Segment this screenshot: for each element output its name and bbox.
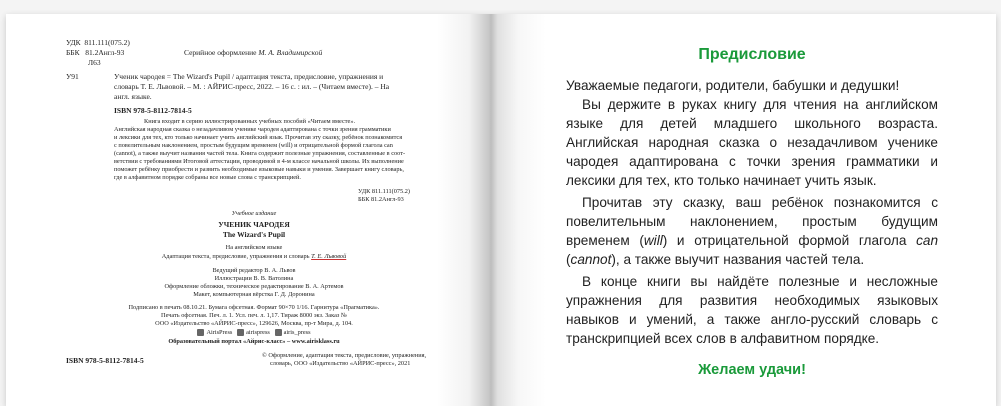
social-links — [114, 329, 394, 337]
preface-paragraph-1: Вы держите в руках книгу для чтения на английском языке для детей младшего школьного возраста. Английская народная сказка о незадачливом ученике чародея адаптирована с точки зрения грамматики и лексики для тех, кто только начинает учить язык. — [566, 97, 938, 188]
book-gutter-shadow — [436, 14, 546, 406]
edition-type: Учебное издание — [231, 210, 277, 217]
isbn-top: ISBN 978-5-8112-7814-5 — [114, 106, 192, 115]
series-design — [184, 48, 322, 57]
annotation-line-2: и лексики для тех, кто только начинает учить английский язык. Прочитав эту сказку, ребёнок познакомится — [114, 134, 403, 141]
bbk-small: ББК 81.2Англ-93 — [358, 196, 404, 203]
annotation-line-3: с повелительным наклонением, простым будущим временем (will) и отрицательной формой глагола can — [114, 142, 393, 149]
social-link-3: airis_press — [283, 329, 311, 336]
annotation-line-4: (cannot), а также выучит названия частей тела. Книга содержит полезные упражнения, составленные в соот- — [114, 150, 406, 157]
p2-cannot: cannot — [570, 252, 612, 267]
annotation-line-6: поможет ребёнку приобрести и развить необходимые языковые навыки и умения. Завершает книгу словарь, — [114, 166, 404, 173]
bbk-line — [66, 48, 124, 57]
bbk-value: 81.2Англ-93 — [85, 48, 125, 57]
biblio-line-3: англ. языке. — [114, 92, 152, 101]
p2-will: will — [643, 233, 663, 248]
facebook-icon — [197, 329, 204, 336]
book-title-ru: УЧЕНИК ЧАРОДЕЯ — [218, 220, 290, 229]
l63-code: Л63 — [88, 58, 101, 67]
publisher-address: ООО «Издательство «АЙРИС-пресс», 129626, Москва, пр-т Мира, д. 104. — [155, 320, 353, 327]
copyright-line-1: © Оформление, адаптация текста, предисловие, упражнения, — [262, 352, 427, 359]
copyright-line-2: словарь, ООО «Издательство «АЙРИС-пресс», 2021 — [270, 360, 411, 367]
p2-part-a: Прочитав эту сказку, ваш ребёнок познакомится с повелительным наклонением, простым будущим временем ( — [566, 195, 938, 248]
preface-paragraph-3: В конце книги вы найдёте полезные и несложные упражнения для развития необходимых языковых навыков и умений, а также англо-русский словарь с транскрипцией всех слов в алфавитном порядке. — [566, 274, 938, 346]
book-spread — [6, 14, 996, 406]
preface-page — [566, 46, 938, 378]
adaptation-credit — [114, 253, 394, 261]
illustrator: Иллюстрации В. В. Ватолина — [214, 275, 294, 282]
annotation-line-0: Книга входит в серию иллюстрированных учебных пособий «Читаем вместе». — [144, 118, 356, 125]
series-design-name: М. А. Владимирской — [258, 48, 323, 57]
udk-line — [66, 38, 130, 47]
print-details: Печать офсетная. Печ. л. 1. Усл. печ. л. 1,17. Тираж 8000 экз. Заказ № — [161, 312, 347, 319]
preface-greeting: Уважаемые педагоги, родители, бабушки и дедушки! — [566, 78, 900, 93]
p2-can: can — [916, 233, 939, 248]
biblio-line-1: Ученик чародея = The Wizard's Pupil / адаптация текста, предисловие, упражнения и — [114, 72, 384, 81]
p2-part-c: ( — [566, 252, 571, 267]
isbn-bottom: ISBN 978-5-8112-7814-5 — [66, 356, 144, 365]
series-design-prefix: Серийное оформление — [184, 48, 257, 57]
preface-wish: Желаем удачи! — [698, 362, 806, 378]
adaptation-name: Т. Е. Львовой — [311, 253, 347, 260]
p2-part-d: ), а также выучит названия частей тела. — [611, 252, 865, 267]
annotation-line-7: где в алфавитном порядке собраны все новые слова с транскрипцией. — [114, 174, 301, 181]
biblio-line-2: словарь Т. Е. Львовой. – М. : АЙРИС-пресс, 2022. – 16 с. : ил. – (Читаем вместе). – На — [114, 82, 390, 91]
social-link-1: AirisPress — [206, 329, 233, 336]
social-link-2: airispress — [246, 329, 270, 336]
udk-small: УДК 811.111(075.2) — [358, 188, 411, 195]
preface-body — [566, 76, 938, 348]
signed-to-print: Подписано в печать 08.10.21. Бумага офсетная. Формат 90×70 1/16. Гарнитура «Прагматика». — [128, 304, 380, 311]
annotation-line-5: ветствии с требованиями Итоговой аттестации, проводимой в 4-м классе начальной школы. Их выполнение — [114, 158, 404, 165]
vk-icon — [275, 329, 282, 336]
layout-credit: Макет, компьютерная вёрстка Г. Д. Доронина — [193, 291, 315, 298]
bbk-label: ББК — [66, 48, 80, 57]
book-title-en: The Wizard's Pupil — [222, 230, 286, 239]
portal-link: Образовательный портал «Айрис-класс» – www.airisklass.ru — [168, 338, 340, 345]
preface-heading: Предисловие — [698, 46, 806, 63]
cover-design: Оформление обложки, техническое редактирование В. А. Артемов — [164, 283, 344, 290]
u91-code: У91 — [66, 72, 79, 81]
lead-editor: Ведущий редактор В. А. Львов — [212, 267, 296, 274]
p2-part-b: ) и отрицательной формой глагола — [662, 233, 917, 248]
udk-value: 811.111(075.2) — [84, 38, 130, 47]
annotation-line-1: Английская народная сказка о незадачливом ученике чародея адаптирована с точки зрения грамматики — [114, 126, 391, 133]
book-language: На английском языке — [225, 244, 283, 251]
imprint-page — [66, 38, 446, 378]
preface-paragraph-2 — [566, 193, 938, 269]
adaptation-prefix: Адаптация текста, предисловие, упражнения и словарь — [161, 253, 310, 260]
instagram-icon — [237, 329, 244, 336]
udk-label: УДК — [66, 38, 81, 47]
